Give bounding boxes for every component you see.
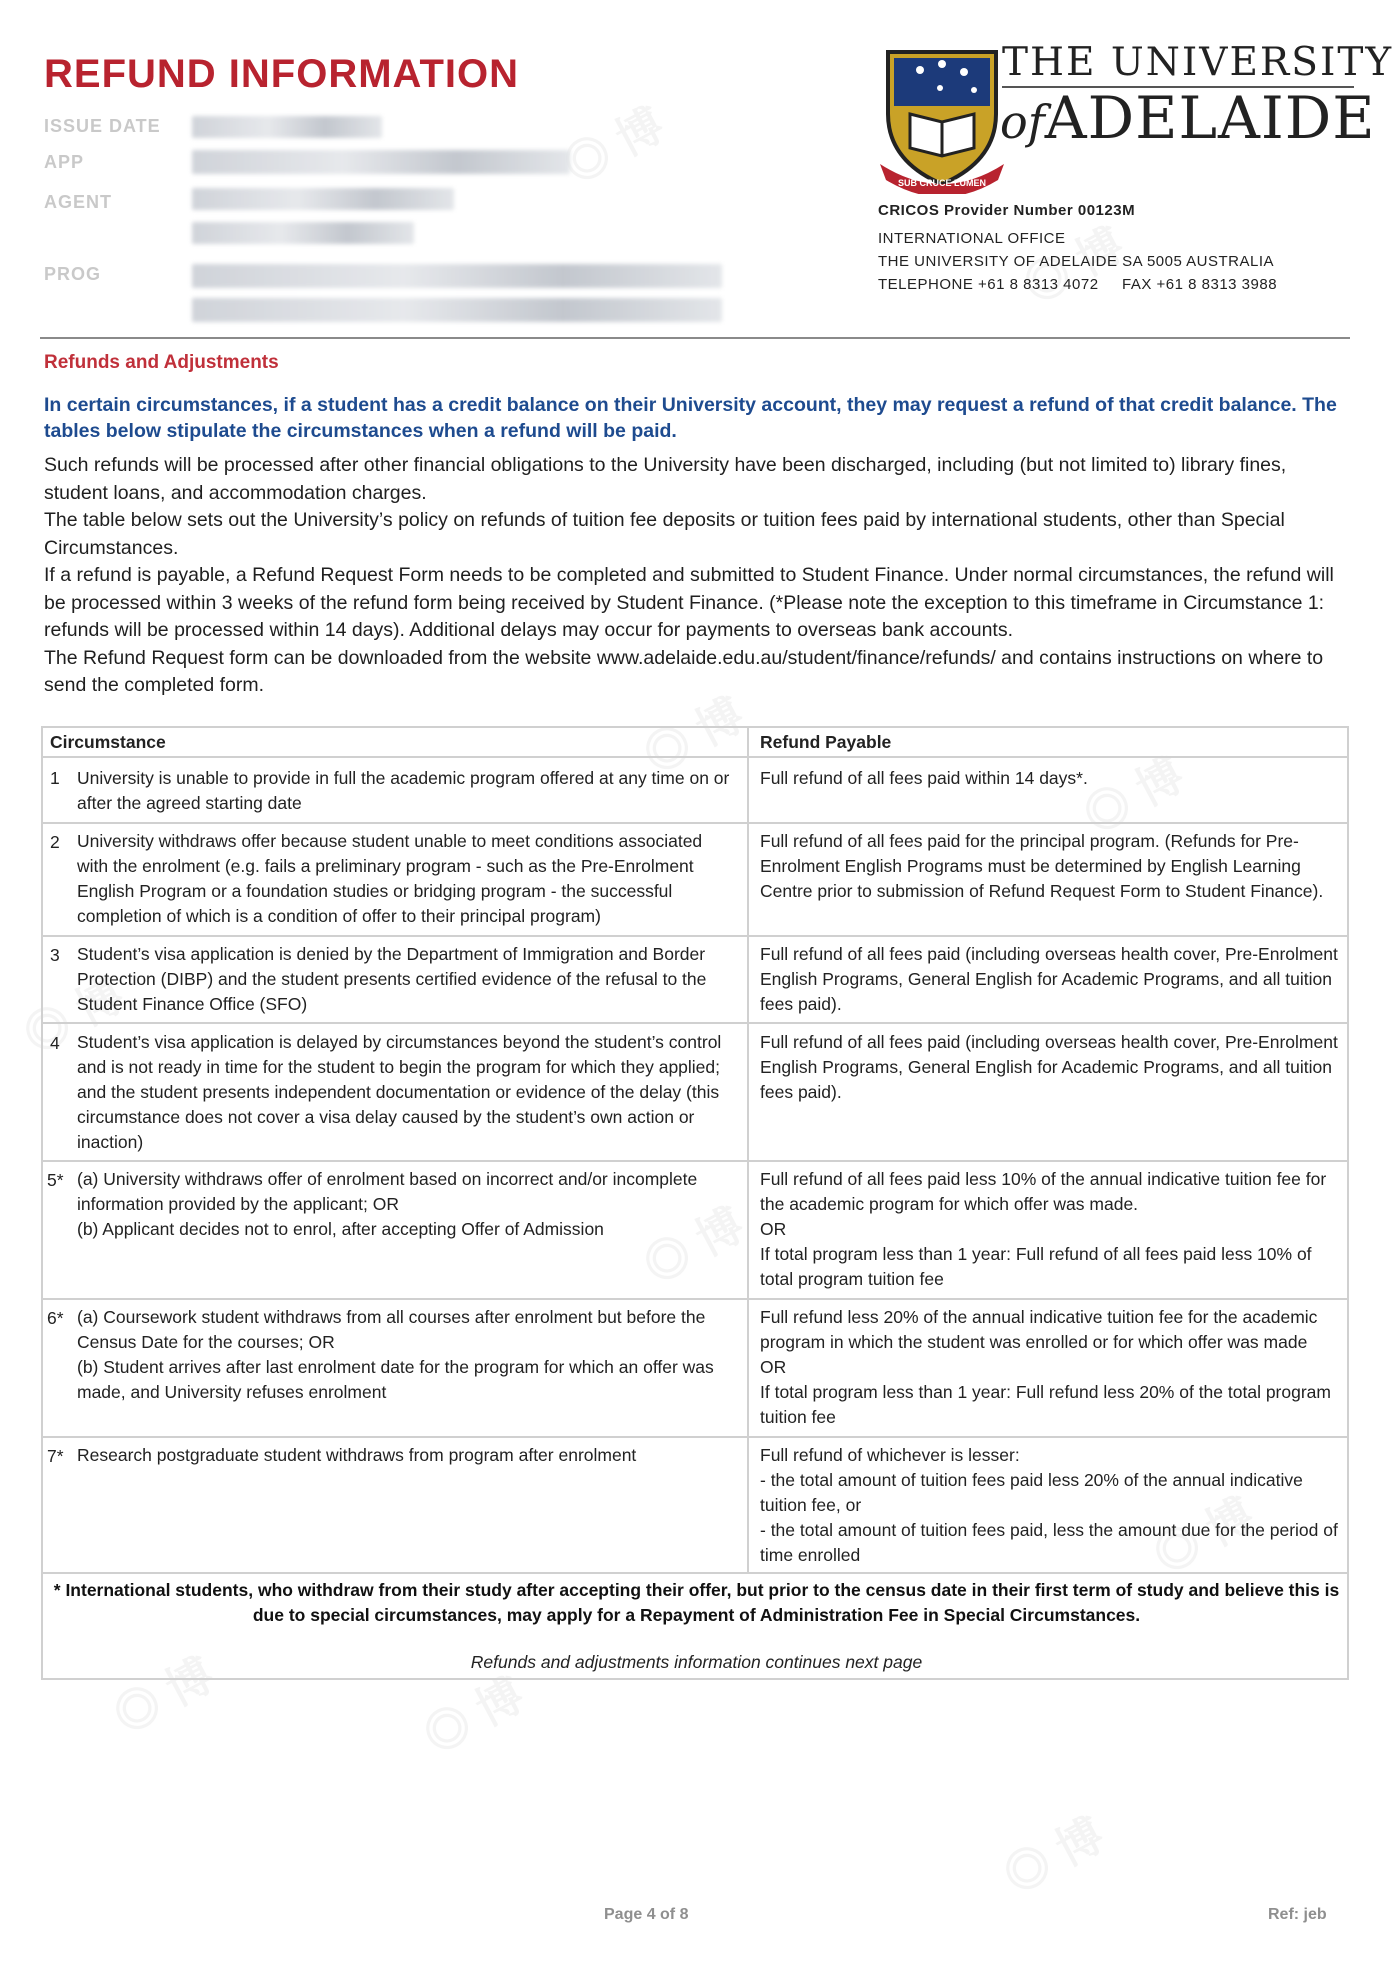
redacted-application — [192, 150, 570, 174]
paragraph: The Refund Request form can be downloaded from the website www.adelaide.edu.au/student/finance/refunds/ and contains instructions on where to send the completed form. — [44, 646, 1324, 696]
special-circumstances-note: * International students, who withdraw from their study after accepting their offer, but prior to the census date in their first term of study and believe this is due to special circumstances, may apply for a Repayment of Administration Fee in Special Circumstances. — [53, 1580, 1340, 1625]
application-label: APP — [44, 152, 85, 172]
section-lead: In certain circumstances, if a student has a credit balance on their University account, they may request a refund of that credit balance. The tables below stipulate the circumstances when a refund will be paid. — [44, 394, 1337, 442]
row-number: 5* — [47, 1170, 64, 1190]
row-number: 1 — [50, 768, 60, 788]
redacted-agent-line1 — [192, 188, 454, 210]
table-row-divider — [41, 1572, 1349, 1574]
university-name-of: of — [1000, 95, 1045, 149]
row-circumstance: University withdraws offer because student unable to meet conditions associated with the enrolment (e.g. fails a preliminary program - such as the Pre-Enrolment English Program or a foundation studies or bridging program - the successful completion of which is a condition of offer to their principal program) — [77, 831, 703, 926]
office-fax: FAX +61 8 8313 3988 — [1122, 276, 1278, 293]
row-circumstance: Research postgraduate student withdraws from program after enrolment — [77, 1445, 637, 1465]
table-row-divider — [41, 1436, 1349, 1438]
university-name-line1: THE UNIVERSITY — [1002, 40, 1394, 85]
office-name: INTERNATIONAL OFFICE — [878, 230, 1066, 247]
row-number: 7* — [47, 1446, 64, 1466]
university-name-adelaide: ADELAIDE — [1044, 84, 1376, 152]
row-number: 6* — [47, 1308, 64, 1328]
cricos-number: CRICOS Provider Number 00123M — [878, 202, 1136, 219]
table-column-divider — [747, 726, 749, 1572]
issue-date-label: ISSUE DATE — [44, 116, 161, 136]
row-number: 2 — [50, 832, 60, 852]
row-refund: Full refund of all fees paid (including overseas health cover, Pre-Enrolment English Programs, General English for Academic Programs, and all tuition fees paid). — [760, 1032, 1338, 1102]
row-refund: Full refund less 20% of the annual indicative tuition fee for the academic program in which the student was enrolled or for which offer was made OR If total program less than 1 year: Full refund less 20% of the total program tuition fee — [760, 1307, 1331, 1427]
row-circumstance: (a) Coursework student withdraws from all courses after enrolment but before the Census Date for the courses; OR (b) Student arrives after last enrolment date for the program for which an offer was made, and University refuses enrolment — [77, 1307, 714, 1402]
row-circumstance: University is unable to provide in full the academic program offered at any time on or after the agreed starting date — [77, 768, 730, 813]
row-refund: Full refund of all fees paid less 10% of the annual indicative tuition fee for the academic program for which offer was made. OR If total program less than 1 year: Full refund of all fees paid less 10% of total program tuition fee — [760, 1169, 1327, 1289]
row-number: 4 — [50, 1033, 60, 1053]
redacted-agent-line2 — [192, 222, 414, 244]
table-header-refund: Refund Payable — [760, 732, 892, 752]
continues-next-page: Refunds and adjustments information continues next page — [470, 1652, 923, 1672]
office-address: THE UNIVERSITY OF ADELAIDE SA 5005 AUSTRALIA — [878, 253, 1275, 270]
section-heading: Refunds and Adjustments — [44, 352, 279, 373]
page-title: REFUND INFORMATION — [44, 52, 519, 96]
office-telephone: TELEPHONE +61 8 8313 4072 — [878, 276, 1099, 293]
table-row-divider — [41, 935, 1349, 937]
redacted-program-line1 — [192, 264, 722, 288]
redacted-issue-date — [192, 116, 382, 138]
university-crest-logo — [880, 44, 1004, 194]
agent-label: AGENT — [44, 192, 112, 212]
table-row-divider — [41, 1298, 1349, 1300]
row-number: 3 — [50, 945, 60, 965]
row-circumstance: (a) University withdraws offer of enrolment based on incorrect and/or incomplete information provided by the applicant; OR (b) Applicant decides not to enrol, after accepting Offer of Admission — [77, 1169, 698, 1239]
header-divider — [40, 337, 1350, 339]
row-refund: Full refund of all fees paid for the principal program. (Refunds for Pre-Enrolment English Programs must be determined by English Learning Centre prior to submission of Refund Request Form to Student Finance). — [760, 831, 1324, 901]
row-circumstance: Student’s visa application is delayed by circumstances beyond the student’s control and is not ready in time for the student to begin the program for which they applied; and the student presents independent documentation or evidence of the delay (this circumstance does not cover a visa delay caused by the student’s own action or inaction) — [77, 1032, 722, 1152]
table-row-divider — [41, 756, 1349, 758]
row-refund: Full refund of whichever is lesser: - the total amount of tuition fees paid less 20% of the annual indicative tuition fee, or - the total amount of tuition fees paid, less the amount due for the period of time enrolled — [760, 1445, 1338, 1565]
table-row-divider — [41, 822, 1349, 824]
program-label: PROG — [44, 264, 102, 284]
table-header-circumstance: Circumstance — [50, 732, 166, 752]
crest-motto: SUB CRUCE LUMEN — [897, 178, 987, 188]
row-circumstance: Student’s visa application is denied by the Department of Immigration and Border Protection (DIBP) and the student presents certified evidence of the refusal to the Student Finance Office (SFO) — [77, 944, 707, 1014]
table-row-divider — [41, 1022, 1349, 1024]
row-refund: Full refund of all fees paid within 14 days*. — [760, 768, 1088, 788]
row-refund: Full refund of all fees paid (including overseas health cover, Pre-Enrolment English Programs, General English for Academic Programs, and all tuition fees paid). — [760, 944, 1338, 1014]
paragraph: The table below sets out the University’s policy on refunds of tuition fee deposits or tuition fees paid by international students, other than Special Circumstances. — [44, 509, 1285, 559]
section-body — [44, 452, 1354, 700]
redacted-program-line2 — [192, 298, 722, 322]
reference-code: Ref: jeb — [1268, 1906, 1327, 1923]
paragraph: Such refunds will be processed after other financial obligations to the University have been discharged, including (but not limited to) library fines, student loans, and accommodation charges. — [44, 454, 1287, 504]
university-name-line2 — [1000, 84, 1376, 152]
page-number: Page 4 of 8 — [604, 1906, 689, 1923]
table-row-divider — [41, 1160, 1349, 1162]
paragraph: If a refund is payable, a Refund Request Form needs to be completed and submitted to Student Finance. Under normal circumstances, the refund will be processed within 3 weeks of the refund form being received by Student Finance. (*Please note the exception to this timeframe in Circumstance 1: refunds will be processed within 14 days). Additional delays may occur for payments to overseas bank accounts. — [44, 564, 1334, 641]
